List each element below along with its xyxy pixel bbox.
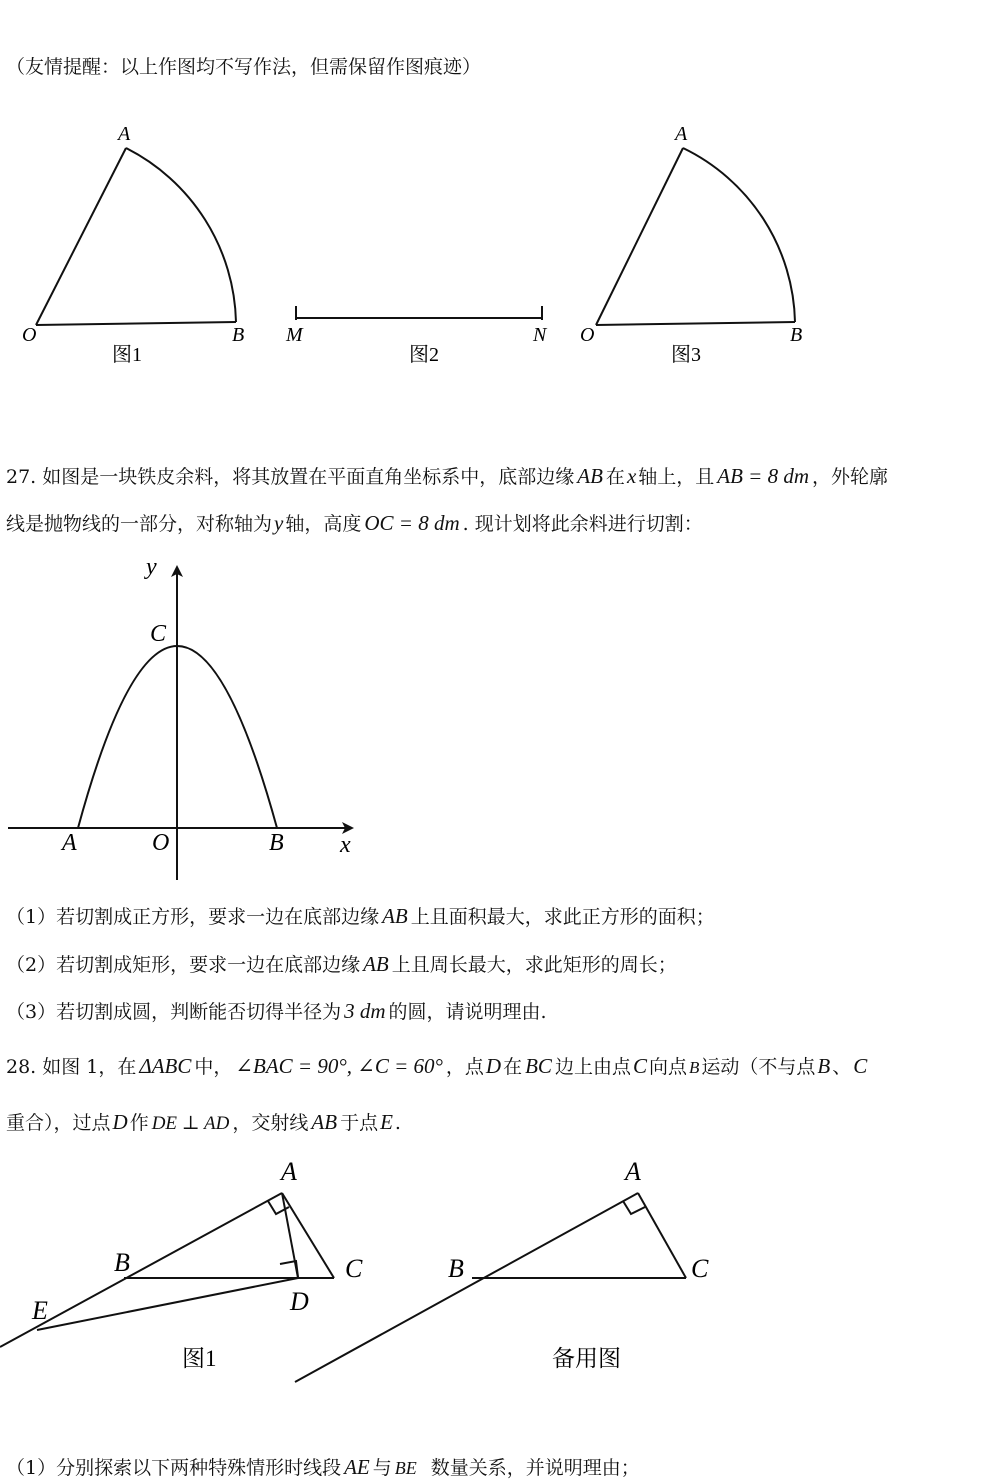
q28-text: 中， — [194, 1056, 233, 1078]
q28-B2: B — [817, 1054, 831, 1078]
reminder-text: （友情提醒：以上作图均不写作法，但需保留作图痕迹） — [6, 56, 482, 78]
sector-figure-1 — [36, 148, 236, 325]
q27-part-1-text: （1）若切割成正方形，要求一边在底部边缘 — [6, 906, 380, 928]
q28-text: . — [394, 1112, 401, 1134]
q28-part-1-text: 数量关系，并说明理由； — [430, 1457, 640, 1479]
q28-part-1 — [6, 1453, 640, 1480]
q28-text: ，点 — [445, 1056, 484, 1078]
q28-part-1-AE: AE — [344, 1455, 370, 1479]
fig2-label-N: N — [533, 324, 547, 346]
q27-ab-eq: AB = 8 dm — [717, 464, 810, 488]
fig3-label-A: A — [675, 123, 688, 145]
q27-part-3-radius: 3 dm — [344, 999, 386, 1023]
q27-seg-AB: AB — [577, 464, 603, 488]
q27-line-1 — [6, 462, 888, 489]
q28-triangle: ΔABC — [139, 1054, 192, 1078]
q28-text: 重合），过点 — [6, 1112, 111, 1134]
triangle-figure-1 — [0, 1193, 334, 1347]
q28-text: 在 — [503, 1056, 523, 1078]
q27-text: . 现计划将此余料进行切割： — [462, 513, 703, 535]
q28-D: D — [485, 1054, 502, 1078]
parabola-graph — [0, 545, 986, 885]
fig2-caption: 图2 — [409, 344, 439, 366]
q28-BC: BC — [525, 1054, 552, 1078]
q28-text: 、 — [832, 1056, 852, 1078]
fig1-caption: 图1 — [112, 344, 142, 366]
q28-line-2 — [6, 1108, 401, 1135]
graph-label-x: x — [340, 832, 351, 858]
fig2-tri-label-B: B — [448, 1254, 464, 1283]
q28-text: ，交射线 — [232, 1112, 309, 1134]
q28-text: 作 — [129, 1112, 149, 1134]
q28-text: 运动（不与点 — [701, 1056, 816, 1078]
q28-text: 于点 — [340, 1112, 379, 1134]
q27-part-3-text: （3）若切割成圆，判断能否切得半径为 — [6, 1001, 342, 1023]
graph-label-O: O — [152, 830, 170, 856]
q27-part-1-text: 上且面积最大，求此正方形的面积； — [410, 906, 715, 928]
graph-label-A: A — [62, 830, 77, 856]
q27-x: x — [626, 464, 637, 488]
fig1-label-O: O — [22, 324, 37, 346]
q27-line-2 — [6, 509, 703, 536]
q27-text: 在 — [605, 466, 625, 488]
fig1-tri-label-D: D — [290, 1287, 309, 1316]
fig2-tri-caption: 备用图 — [552, 1346, 621, 1371]
fig1-label-A: A — [118, 123, 131, 145]
q27-oc-eq: OC = 8 dm — [364, 511, 460, 535]
q27-text: 线是抛物线的一部分，对称轴为 — [6, 513, 273, 535]
fig2-tri-label-A: A — [625, 1157, 641, 1186]
q27-part-3-text: 的圆，请说明理由. — [388, 1001, 547, 1023]
q27-text: 27. 如图是一块铁皮余料，将其放置在平面直角坐标系中，底部边缘 — [6, 466, 575, 488]
segment-mn — [296, 306, 542, 320]
q28-text: 28. 如图 1，在 — [6, 1056, 137, 1078]
q28-AB: AB — [311, 1110, 338, 1134]
q28-part-1-text: （1）分别探索以下两种特殊情形时线段 — [6, 1457, 342, 1479]
fig1-tri-label-E: E — [32, 1296, 48, 1325]
triangle-figures — [0, 1150, 986, 1390]
q27-text: 轴，高度 — [285, 513, 362, 535]
q28-perp: DE ⊥ AD — [151, 1113, 230, 1134]
fig3-label-B: B — [790, 324, 803, 346]
fig2-tri-label-C: C — [691, 1254, 709, 1283]
q27-part-2-AB: AB — [363, 952, 389, 976]
fig1-label-B: B — [232, 324, 245, 346]
q28-part-1-BE: BE — [394, 1458, 417, 1478]
q28-text: 边上由点 — [554, 1056, 631, 1078]
q28-line-1 — [6, 1052, 869, 1079]
q28-part-1-text: 与 — [372, 1457, 392, 1479]
q28-B: B — [689, 1058, 700, 1077]
graph-label-C: C — [150, 621, 167, 647]
q27-part-1 — [6, 902, 715, 929]
triangle-backup-figure — [295, 1193, 686, 1382]
q28-E: E — [380, 1110, 393, 1134]
fig1-tri-label-A: A — [281, 1157, 297, 1186]
q27-part-2 — [6, 950, 677, 977]
fig1-tri-label-B: B — [114, 1248, 130, 1277]
q27-part-2-text: （2）若切割成矩形，要求一边在底部边缘 — [6, 954, 361, 976]
graph-label-y: y — [146, 554, 157, 580]
q28-text: 向点 — [648, 1056, 687, 1078]
q28-C: C — [632, 1054, 647, 1078]
q27-part-1-AB: AB — [382, 904, 408, 928]
fig1-tri-caption: 图1 — [182, 1346, 217, 1371]
q27-part-3 — [6, 997, 547, 1024]
fig2-label-M: M — [286, 324, 303, 346]
sector-figure-3 — [596, 148, 795, 325]
q28-D2: D — [112, 1110, 128, 1134]
construction-figures — [0, 0, 986, 380]
q27-text: ，外轮廓 — [812, 466, 889, 488]
q28-C2: C — [853, 1054, 868, 1078]
graph-label-B: B — [269, 830, 284, 856]
fig1-tri-label-C: C — [345, 1254, 363, 1283]
q28-angles: ∠BAC = 90°, ∠C = 60° — [235, 1054, 443, 1078]
q27-y: y — [274, 511, 284, 535]
fig3-caption: 图3 — [671, 344, 701, 366]
q27-part-2-text: 上且周长最大，求此矩形的周长； — [391, 954, 677, 976]
q27-text: 轴上，且 — [638, 466, 715, 488]
fig3-label-O: O — [580, 324, 595, 346]
